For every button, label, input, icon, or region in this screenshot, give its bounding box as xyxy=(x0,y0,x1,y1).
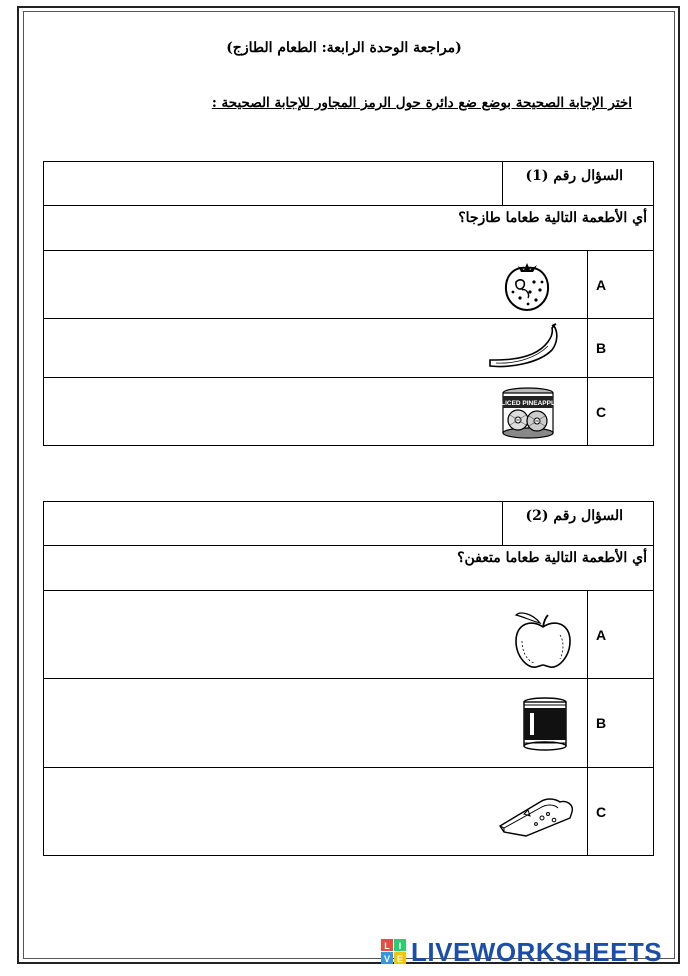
question-1-answer-area xyxy=(44,162,503,206)
liveworksheets-watermark xyxy=(381,938,662,966)
option-letter[interactable]: C xyxy=(588,768,654,856)
svg-text:E: E xyxy=(396,954,404,964)
question-2-prompt: أي الأطعمة التالية طعاما متعفن؟ xyxy=(44,546,654,591)
liveworksheets-logo-icon xyxy=(381,939,407,965)
option-row[interactable] xyxy=(44,591,654,679)
question-2-label: السؤال رقم (2) xyxy=(503,502,654,546)
question-2-answer-area xyxy=(44,502,503,546)
option-image-cell[interactable] xyxy=(44,768,588,856)
option-image-cell[interactable] xyxy=(44,319,588,378)
option-row[interactable] xyxy=(44,768,654,856)
worksheet-title: (مراجعة الوحدة الرابعة: الطعام الطازج) xyxy=(226,40,462,56)
option-letter[interactable]: A xyxy=(588,591,654,679)
apple-icon xyxy=(510,609,576,671)
canned-pineapple-icon xyxy=(496,387,560,439)
question-2-table xyxy=(43,501,654,856)
option-letter[interactable]: B xyxy=(588,679,654,768)
question-1-label: السؤال رقم (1) xyxy=(503,162,654,206)
svg-text:L: L xyxy=(384,941,390,951)
strawberry-icon xyxy=(500,260,554,314)
svg-text:V: V xyxy=(383,954,391,964)
can-label-text: SLICED PINEAPPLE xyxy=(496,400,560,407)
option-image-cell[interactable] xyxy=(44,679,588,768)
option-image-cell[interactable] xyxy=(44,378,588,446)
option-image-cell[interactable] xyxy=(44,591,588,679)
option-letter[interactable]: B xyxy=(588,319,654,378)
option-letter[interactable]: A xyxy=(588,251,654,319)
option-row[interactable] xyxy=(44,679,654,768)
question-1-prompt: أي الأطعمة التالية طعاما طازجا؟ xyxy=(44,206,654,251)
option-row[interactable] xyxy=(44,319,654,378)
watermark-text: LIVEWORKSHEETS xyxy=(411,936,663,967)
banana-icon xyxy=(486,322,562,376)
option-row[interactable] xyxy=(44,251,654,319)
moldy-bread-icon xyxy=(496,796,578,840)
question-1-table xyxy=(43,161,654,446)
option-letter[interactable]: C xyxy=(588,378,654,446)
option-image-cell[interactable] xyxy=(44,251,588,319)
tin-can-icon xyxy=(522,697,568,751)
worksheet-instruction: اختر الإجابة الصحيحة بوضع ضع دائرة حول الرمز المجاور للإجابة الصحيحة : xyxy=(211,95,632,111)
option-row[interactable] xyxy=(44,378,654,446)
svg-text:I: I xyxy=(398,941,402,951)
